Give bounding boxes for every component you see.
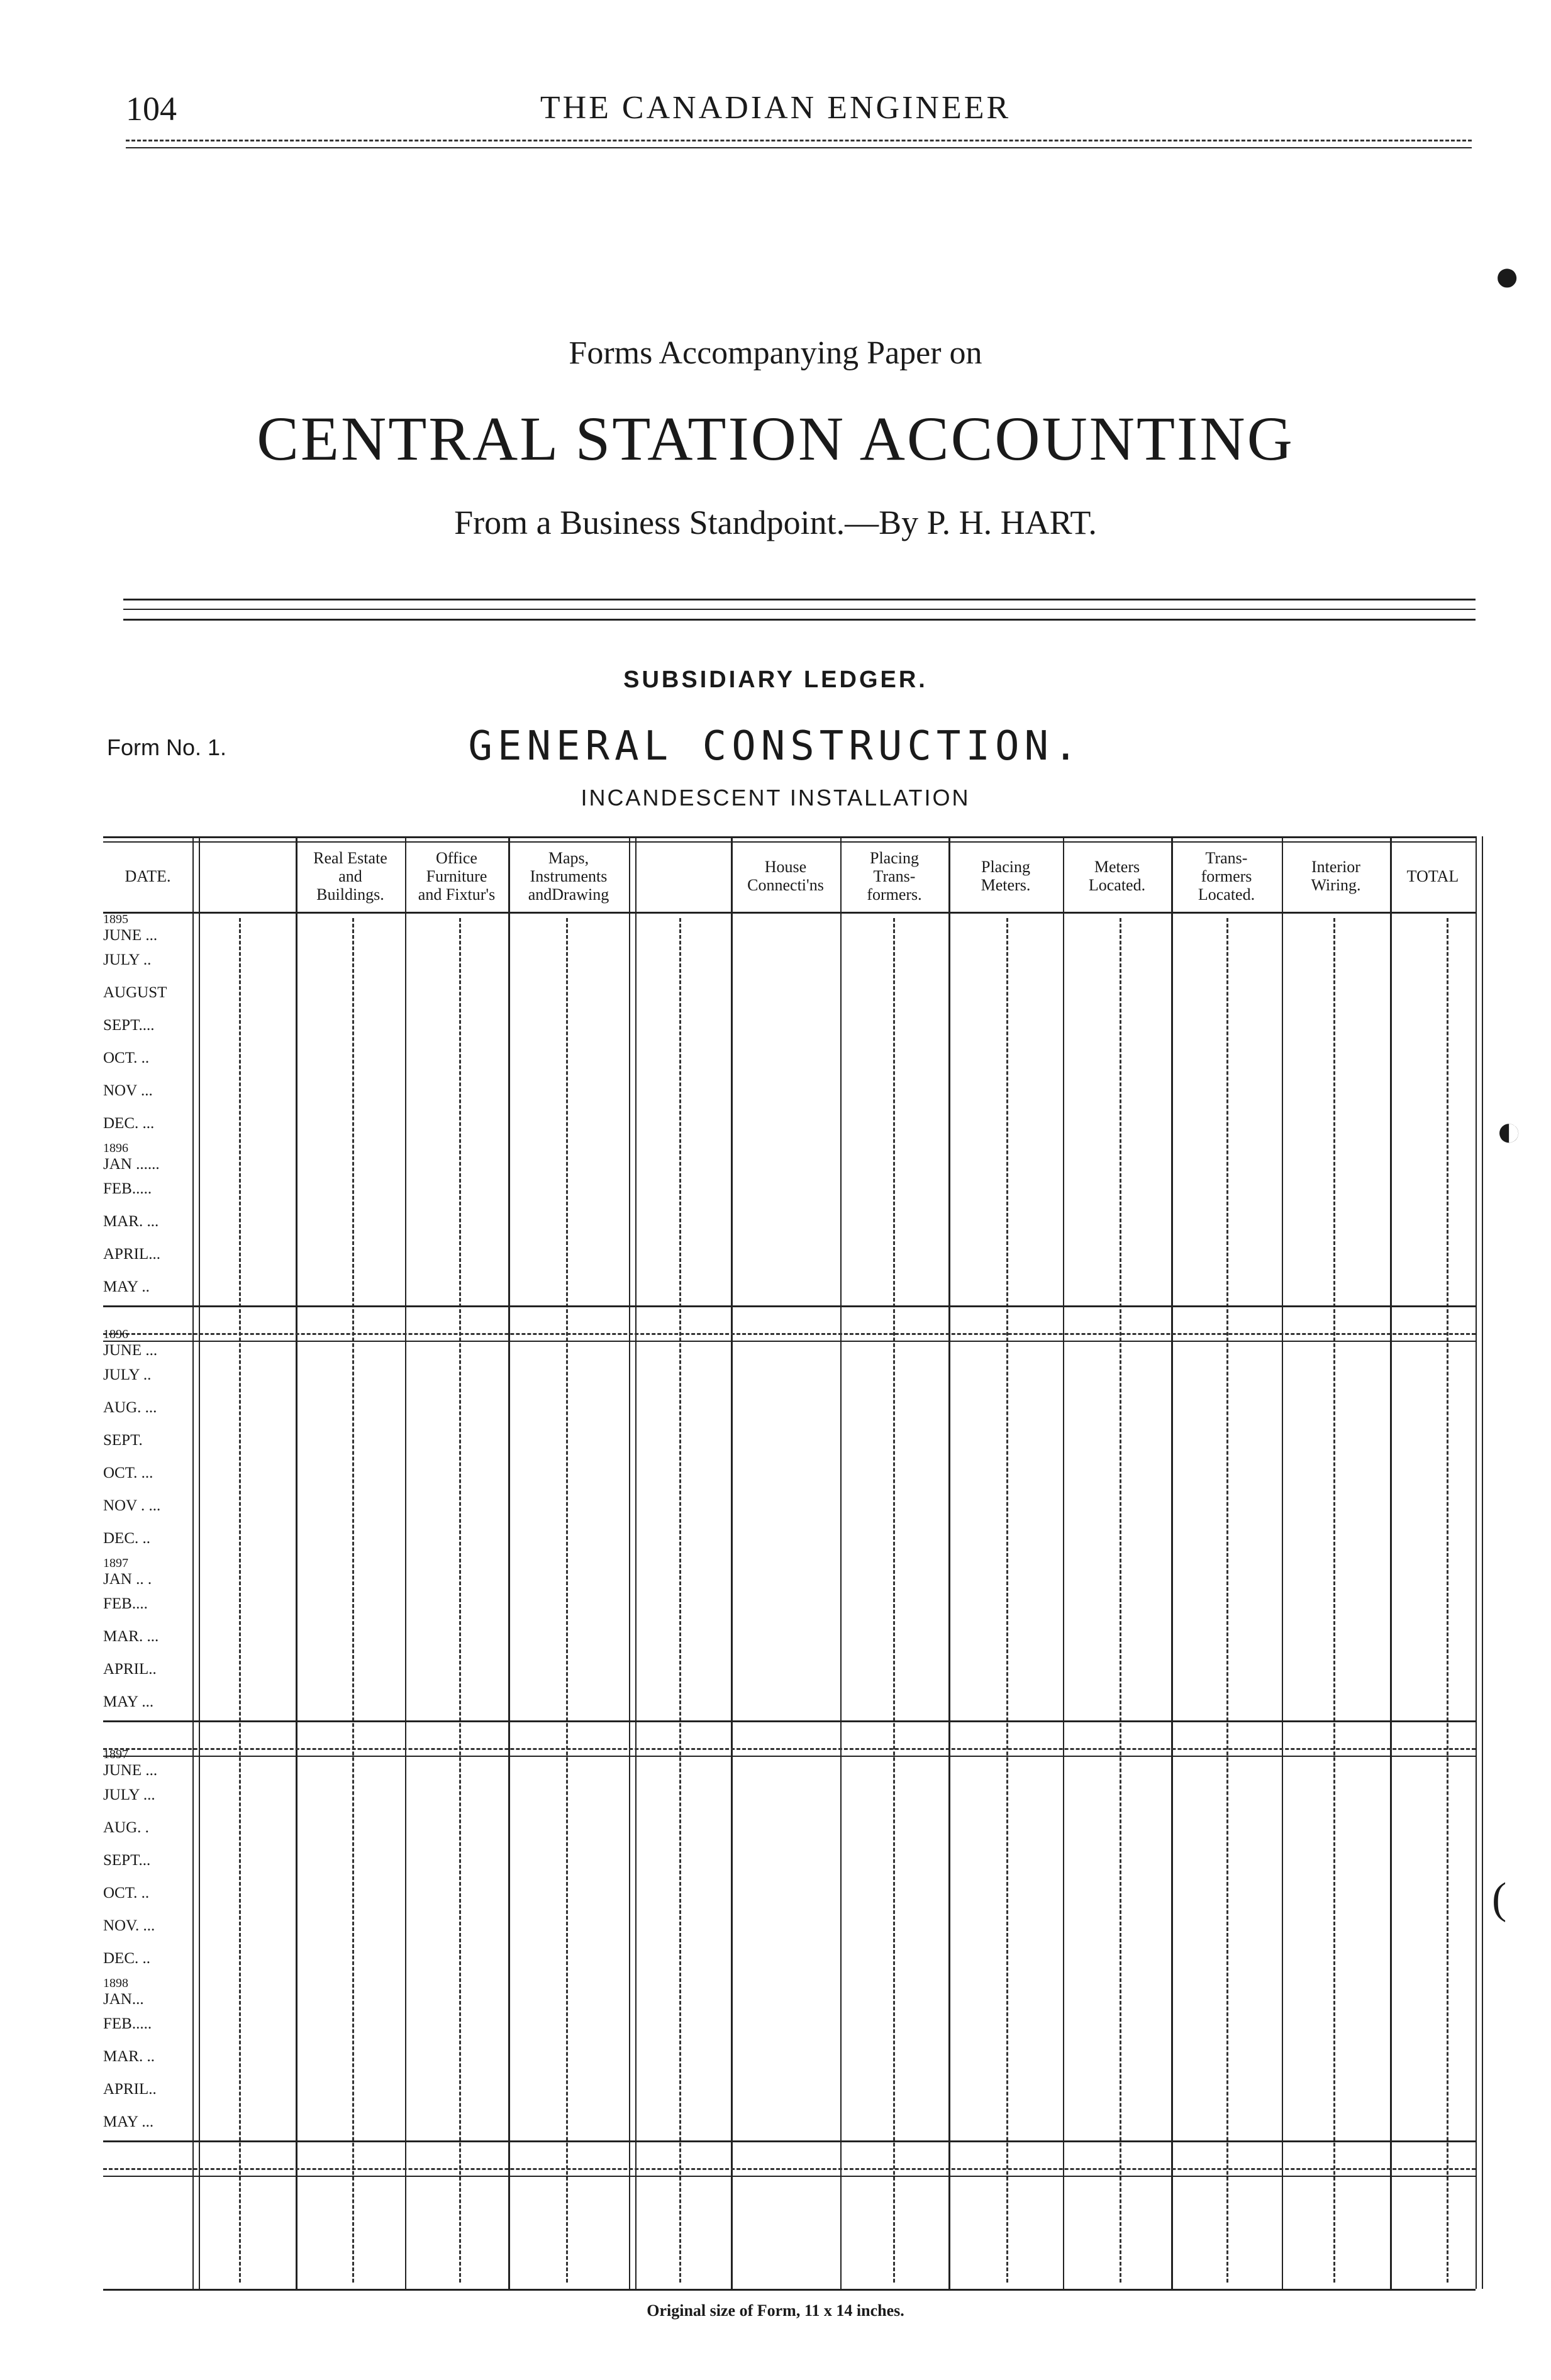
- period-total-rule: [103, 1305, 1476, 1307]
- column-header-house-connections: House Connecti'ns: [747, 858, 824, 894]
- column-rule: [629, 836, 630, 2289]
- year-label: 1896: [103, 1141, 128, 1155]
- month-row-label: [103, 1367, 191, 1383]
- column-guide: [1226, 918, 1228, 2283]
- month-row-label: [103, 2016, 191, 2032]
- month-label: NOV. ...: [103, 1917, 155, 1934]
- title-rule-1: [123, 599, 1476, 601]
- month-label: JUNE ...: [103, 1762, 158, 1779]
- column-header-placing-meters: Placing Meters.: [981, 858, 1031, 894]
- month-label: FEB.....: [103, 2015, 152, 2032]
- column-rule: [405, 836, 406, 2289]
- column-rule-double: [199, 836, 200, 2289]
- month-label: MAY ..: [103, 1278, 150, 1295]
- month-row-label: [103, 1951, 191, 1967]
- month-row-label: [103, 1629, 191, 1645]
- header-rule-2: [126, 147, 1472, 148]
- section-subtitle: INCANDESCENT INSTALLATION: [581, 785, 970, 811]
- month-row-label: [103, 1746, 191, 1779]
- month-row-label: [103, 1498, 191, 1514]
- month-row-label: [103, 1017, 191, 1034]
- header-rule: [126, 140, 1472, 141]
- margin-mark: (: [1492, 1874, 1507, 1923]
- month-row-label: [103, 1820, 191, 1836]
- month-label: JAN...: [103, 1991, 144, 2008]
- column-guide: [566, 918, 568, 2283]
- month-label: MAR. ...: [103, 1628, 159, 1645]
- form-number: Form No. 1.: [107, 734, 227, 760]
- month-label: APRIL..: [103, 2081, 157, 2098]
- year-label: 1898: [103, 1976, 128, 1990]
- year-label: 1897: [103, 1556, 128, 1570]
- column-rule: [1171, 836, 1173, 2289]
- margin-mark: ◐: [1496, 1107, 1523, 1156]
- month-label: NOV . ...: [103, 1497, 161, 1514]
- running-head: THE CANADIAN ENGINEER: [540, 90, 1011, 126]
- month-label: SEPT....: [103, 1017, 155, 1034]
- column-header-transformers-located: Trans- formers Located.: [1198, 848, 1255, 904]
- title-rule-3: [123, 619, 1476, 621]
- column-header-blank2: [629, 841, 731, 910]
- column-rule: [1476, 836, 1477, 2289]
- column-rule: [731, 836, 733, 2289]
- margin-mark: ●: [1494, 252, 1521, 301]
- month-label: MAY ...: [103, 1693, 154, 1710]
- main-title: CENTRAL STATION ACCOUNTING: [257, 404, 1294, 473]
- column-header-real-estate: Real Estate and Buildings.: [313, 848, 387, 904]
- page-number: 104: [126, 90, 177, 128]
- title-rule-2: [123, 609, 1476, 610]
- month-row-label: [103, 1661, 191, 1678]
- month-label: JAN ......: [103, 1156, 160, 1173]
- month-label: JULY ..: [103, 951, 152, 968]
- month-label: DEC. ..: [103, 1950, 150, 1967]
- column-header-date: DATE.: [125, 866, 171, 885]
- year-label: 1895: [103, 912, 128, 926]
- month-row-label: [103, 1115, 191, 1132]
- month-row-label: [103, 1530, 191, 1547]
- month-row-label: [103, 1694, 191, 1710]
- month-label: FEB.....: [103, 1180, 152, 1197]
- month-row-label: [103, 1181, 191, 1197]
- month-row-label: [103, 910, 191, 944]
- period-total-rule-dashed: [103, 1333, 1476, 1335]
- month-row-label: [103, 1554, 191, 1588]
- month-label: DEC. ..: [103, 1530, 150, 1547]
- month-row-label: [103, 985, 191, 1001]
- intro-line: Forms Accompanying Paper on: [569, 335, 982, 371]
- month-label: OCT. ..: [103, 1885, 150, 1901]
- column-rule: [192, 836, 194, 2289]
- column-guide: [459, 918, 461, 2283]
- month-row-label: [103, 1465, 191, 1481]
- month-row-label: [103, 1400, 191, 1416]
- column-header-maps: Maps, Instruments andDrawing: [528, 848, 609, 904]
- month-label: JULY ..: [103, 1366, 152, 1383]
- month-label: JUNE ...: [103, 1342, 158, 1359]
- month-label: MAY ...: [103, 2113, 154, 2130]
- month-row-label: [103, 1326, 191, 1359]
- month-row-label: [103, 1432, 191, 1449]
- month-row-label: [103, 1787, 191, 1803]
- column-rule-double: [1482, 836, 1483, 2289]
- byline: From a Business Standpoint.—By P. H. HART.: [454, 504, 1097, 541]
- month-label: MAR. ..: [103, 2048, 155, 2065]
- month-label: FEB....: [103, 1595, 148, 1612]
- column-rule: [948, 836, 950, 2289]
- month-row-label: [103, 1279, 191, 1295]
- month-label: NOV ...: [103, 1082, 153, 1099]
- column-guide: [679, 918, 681, 2283]
- month-row-label: [103, 1214, 191, 1230]
- ledger-title: SUBSIDIARY LEDGER.: [623, 667, 928, 693]
- year-label: 1896: [103, 1327, 128, 1341]
- month-row-label: [103, 1974, 191, 2008]
- month-label: AUG. ...: [103, 1399, 157, 1416]
- column-header-blank1: [192, 841, 296, 910]
- column-header-placing-transformers: Placing Trans- formers.: [867, 848, 922, 904]
- column-rule: [1282, 836, 1283, 2289]
- column-header-total: TOTAL: [1406, 866, 1459, 885]
- column-guide: [239, 918, 241, 2283]
- column-header-meters-located: Meters Located.: [1088, 858, 1146, 894]
- column-rule: [296, 836, 297, 2289]
- column-header-interior-wiring: Interior Wiring.: [1311, 858, 1361, 894]
- month-label: APRIL..: [103, 1661, 157, 1678]
- column-rule: [508, 836, 510, 2289]
- month-row-label: [103, 1246, 191, 1263]
- month-label: JULY ...: [103, 1786, 155, 1803]
- period-total-rule-2: [103, 1341, 1476, 1342]
- form-caption: Original size of Form, 11 x 14 inches.: [647, 2301, 904, 2320]
- month-label: AUGUST: [103, 984, 167, 1001]
- month-label: JAN .. .: [103, 1571, 152, 1588]
- period-total-rule-2: [103, 1756, 1476, 1757]
- year-label: 1897: [103, 1747, 128, 1761]
- period-total-rule-2: [103, 2176, 1476, 2177]
- period-total-rule-dashed: [103, 1748, 1476, 1750]
- month-label: AUG. .: [103, 1819, 149, 1836]
- month-row-label: [103, 1852, 191, 1869]
- period-total-rule: [103, 2140, 1476, 2142]
- month-label: MAR. ...: [103, 1213, 159, 1230]
- column-guide: [352, 918, 354, 2283]
- period-total-rule: [103, 1720, 1476, 1722]
- ledger-top-rule: [103, 836, 1476, 838]
- column-guide: [1447, 918, 1448, 2283]
- section-title: GENERAL CONSTRUCTION.: [468, 723, 1083, 770]
- month-row-label: [103, 2049, 191, 2065]
- month-row-label: [103, 1918, 191, 1934]
- column-rule-double: [635, 836, 637, 2289]
- column-guide: [1006, 918, 1008, 2283]
- month-row-label: [103, 1596, 191, 1612]
- month-row-label: [103, 952, 191, 968]
- column-guide: [1120, 918, 1121, 2283]
- month-row-label: [103, 1139, 191, 1173]
- column-guide: [1333, 918, 1335, 2283]
- month-row-label: [103, 2114, 191, 2130]
- month-label: OCT. ...: [103, 1464, 153, 1481]
- column-rule: [1390, 836, 1392, 2289]
- ledger-header-rule: [103, 912, 1476, 914]
- column-rule: [840, 836, 842, 2289]
- month-label: SEPT.: [103, 1432, 143, 1449]
- column-header-office-furniture: Office Furniture and Fixtur's: [418, 848, 496, 904]
- column-rule: [1063, 836, 1064, 2289]
- column-guide: [893, 918, 895, 2283]
- month-label: OCT. ..: [103, 1049, 150, 1066]
- ledger-bottom-rule: [103, 2289, 1476, 2291]
- month-row-label: [103, 1885, 191, 1901]
- month-label: SEPT...: [103, 1852, 151, 1869]
- month-label: DEC. ...: [103, 1115, 155, 1132]
- month-label: JUNE ...: [103, 927, 158, 944]
- month-row-label: [103, 2081, 191, 2098]
- month-row-label: [103, 1083, 191, 1099]
- month-label: APRIL...: [103, 1246, 160, 1263]
- month-row-label: [103, 1050, 191, 1066]
- period-total-rule-dashed: [103, 2168, 1476, 2170]
